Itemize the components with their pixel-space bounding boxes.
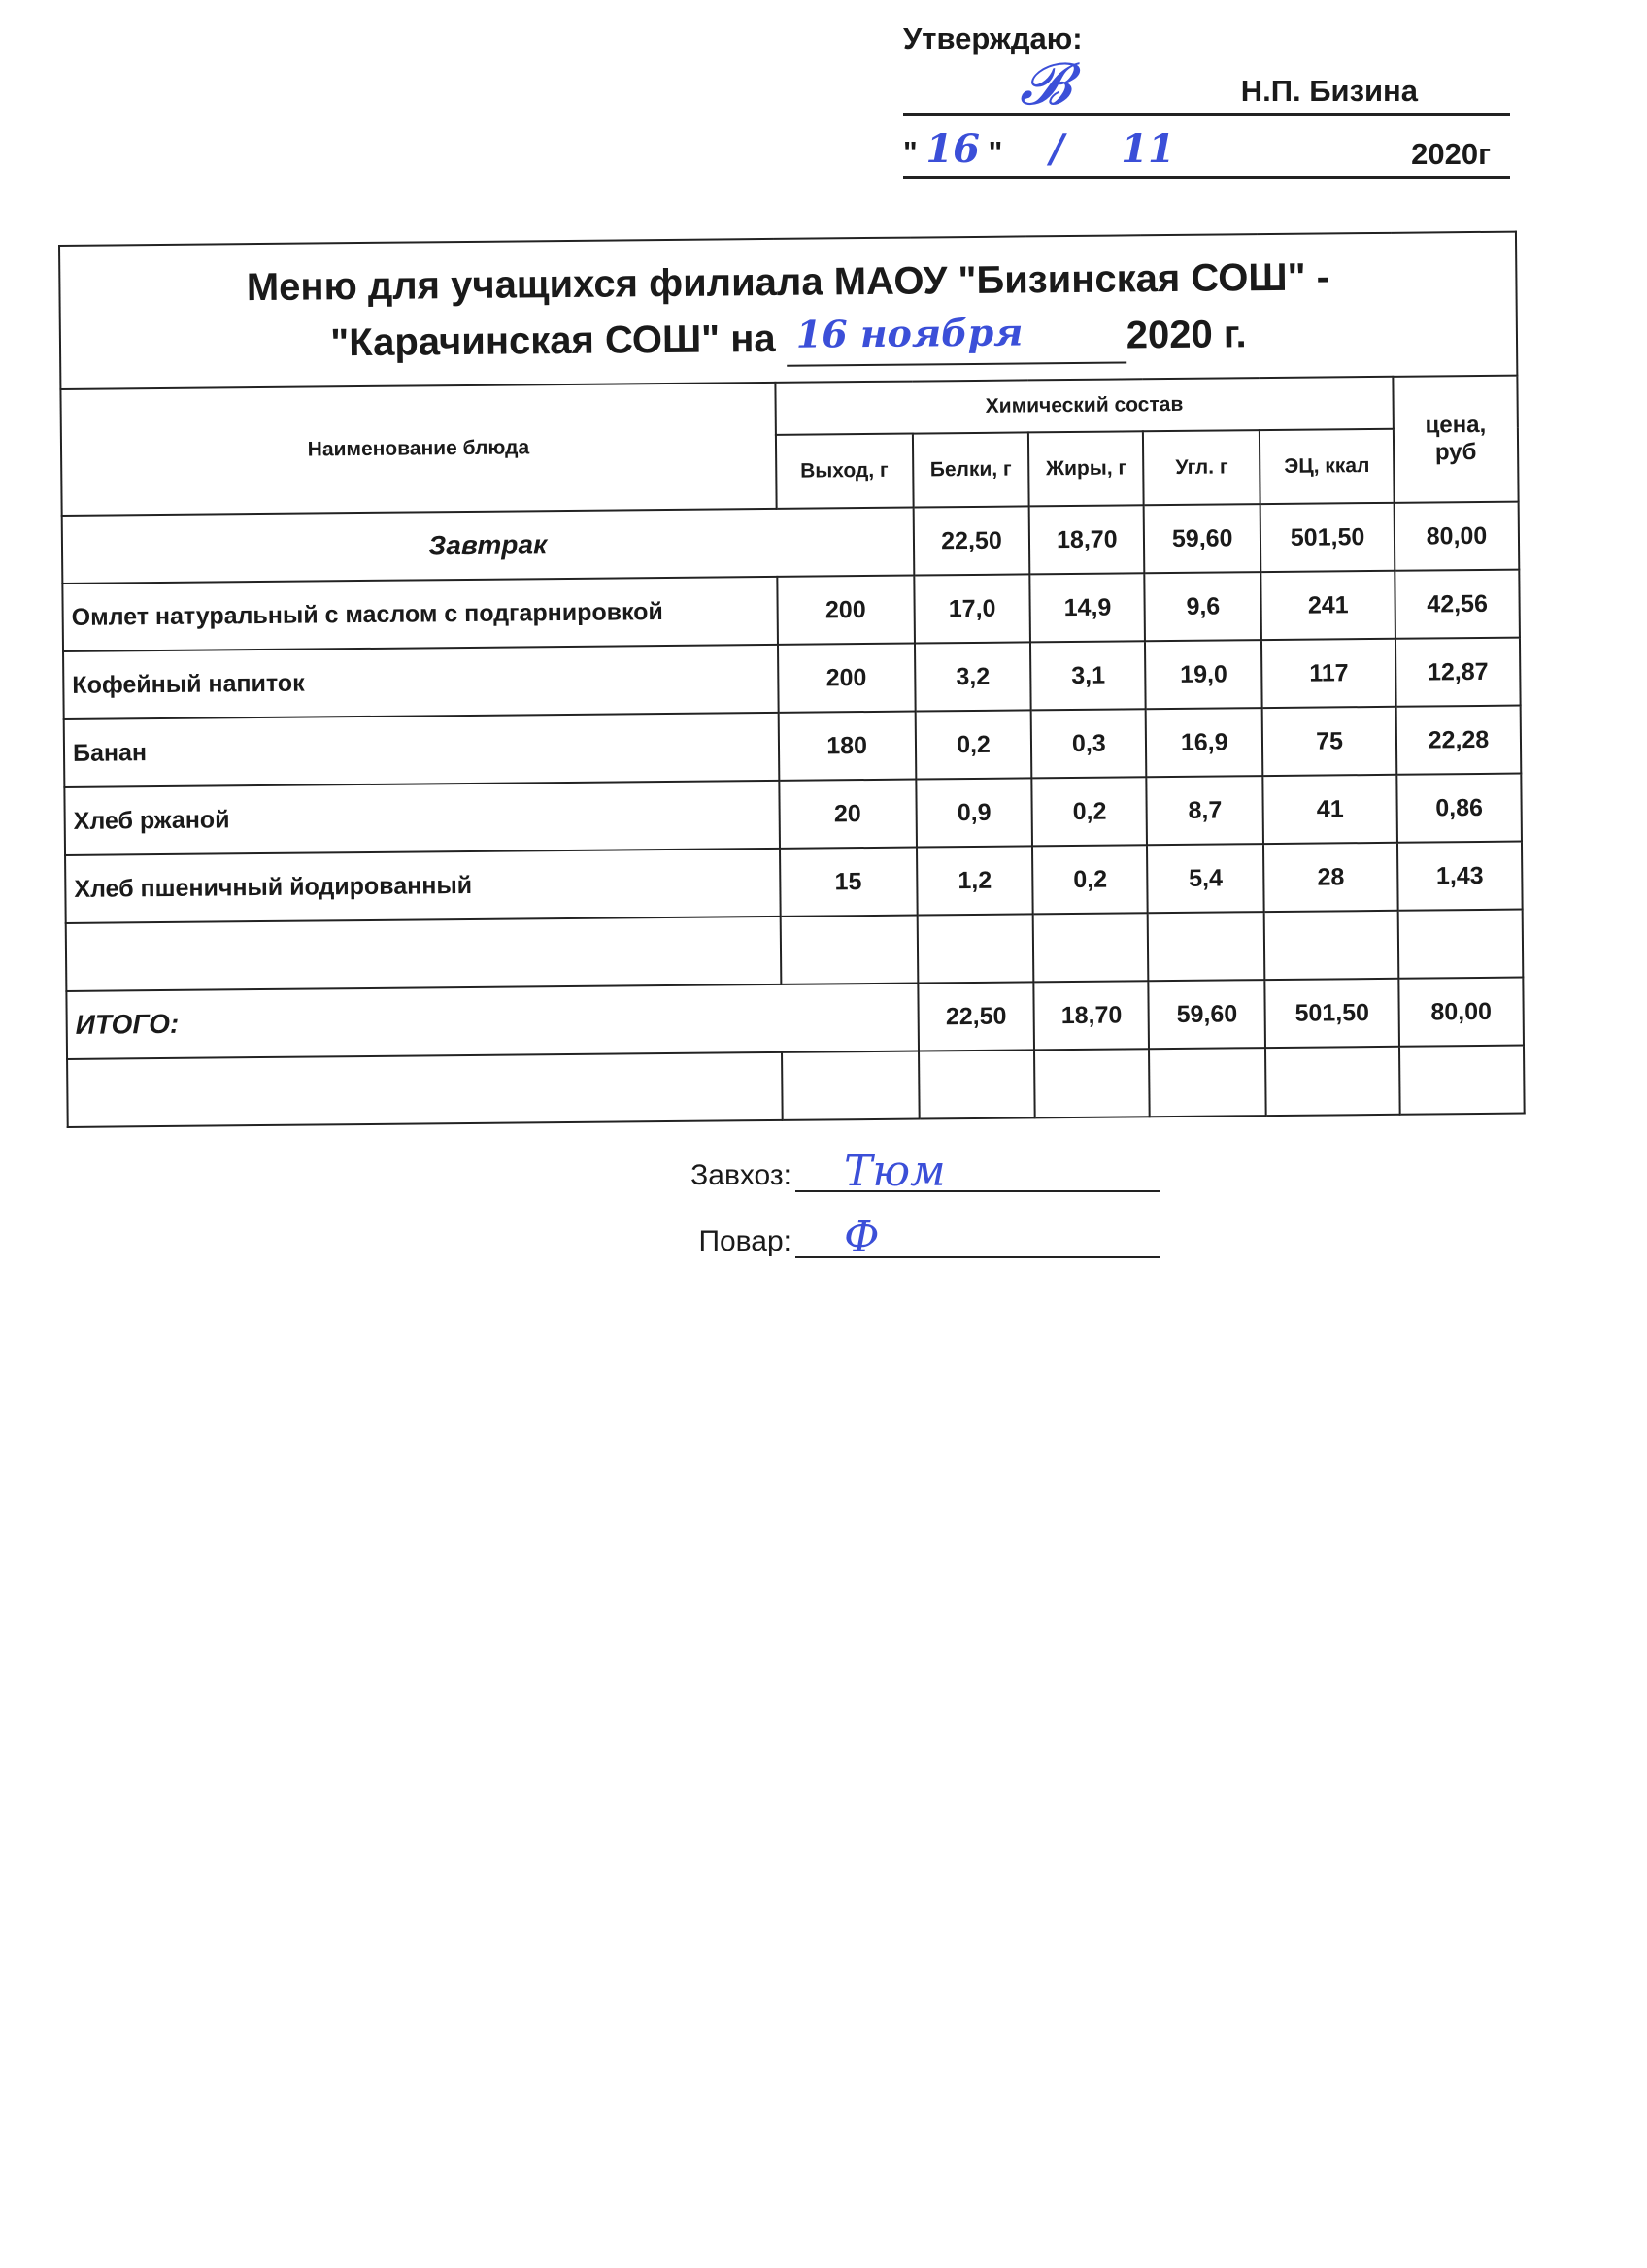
breakfast-label: Завтрак xyxy=(62,508,914,584)
approval-day: 16 xyxy=(925,126,980,172)
cook-signature-line xyxy=(795,1213,1160,1262)
cell: 22,28 xyxy=(1396,706,1522,775)
cell: 14,9 xyxy=(1030,573,1146,642)
approval-year: 2020г xyxy=(1411,137,1491,171)
cell: 15 xyxy=(780,848,918,917)
cell: 80,00 xyxy=(1398,978,1524,1047)
cell: 241 xyxy=(1260,571,1395,640)
approver-name: Н.П. Бизина xyxy=(1240,74,1418,108)
dish-name: Хлеб пшеничный йодированный xyxy=(65,849,780,923)
cell: 0,9 xyxy=(916,778,1033,847)
header-price: цена, руб xyxy=(1393,376,1518,503)
cell: 9,6 xyxy=(1145,572,1262,641)
cell: 59,60 xyxy=(1149,980,1266,1049)
cell: 0,3 xyxy=(1031,709,1147,778)
dish-name: Хлеб ржаной xyxy=(64,781,779,855)
approval-date: " 16 " / 11 xyxy=(903,126,1175,172)
cell: 501,50 xyxy=(1260,503,1395,572)
cell: 18,70 xyxy=(1034,981,1150,1050)
approval-signature: 𝓑 xyxy=(1020,50,1071,118)
dish-name: Банан xyxy=(64,713,779,787)
cell: 59,60 xyxy=(1144,504,1261,573)
cell: 16,9 xyxy=(1146,708,1263,777)
cell: 117 xyxy=(1261,639,1396,708)
cell: 41 xyxy=(1262,775,1397,844)
header-col: Угл. г xyxy=(1143,430,1260,505)
cell: 200 xyxy=(778,644,916,713)
cook-signature: Ф xyxy=(844,1213,880,1262)
header-col: ЭЦ, ккал xyxy=(1260,429,1395,504)
approval-month: 11 xyxy=(1121,126,1175,172)
cell: 17,0 xyxy=(914,574,1031,643)
cook-label: Повар: xyxy=(698,1225,791,1257)
storekeeper-label: Завхоз: xyxy=(690,1159,791,1191)
cell: 1,43 xyxy=(1397,842,1523,911)
storekeeper-signature: Тюм xyxy=(844,1147,946,1196)
approval-name-line xyxy=(903,50,1510,118)
cell: 18,70 xyxy=(1029,505,1145,574)
cell: 22,50 xyxy=(913,506,1030,575)
dish-name: Кофейный напиток xyxy=(63,645,778,719)
cell: 8,7 xyxy=(1147,776,1264,845)
quote: " xyxy=(903,135,918,169)
cell: 28 xyxy=(1263,843,1398,912)
menu-title xyxy=(59,232,1517,389)
cell: 42,56 xyxy=(1395,570,1520,639)
cell: 19,0 xyxy=(1145,640,1262,709)
cell: 3,1 xyxy=(1030,641,1146,710)
cell: 0,2 xyxy=(1032,845,1148,914)
menu-table xyxy=(58,231,1526,1128)
signatures-block xyxy=(670,1126,1160,1262)
cell: 3,2 xyxy=(915,642,1032,711)
cell: 200 xyxy=(777,576,915,645)
header-col: Жиры, г xyxy=(1028,431,1144,506)
cell: 12,87 xyxy=(1395,638,1521,707)
quote: " xyxy=(988,135,1003,169)
cell: 180 xyxy=(778,712,916,781)
menu-document xyxy=(58,231,1526,1128)
cell: 20 xyxy=(779,780,917,849)
date-underline xyxy=(787,310,1126,366)
empty-row xyxy=(67,1046,1525,1127)
dish-name: Омлет натуральный с маслом с подгарнировкой xyxy=(62,577,777,651)
cell: 80,00 xyxy=(1395,502,1520,571)
cell: 5,4 xyxy=(1147,844,1264,913)
title-prefix: "Карачинская СОШ" на xyxy=(330,317,776,365)
cell: 75 xyxy=(1262,707,1397,776)
header-col: Белки, г xyxy=(912,432,1029,507)
title-suffix: 2020 г. xyxy=(1126,313,1247,357)
handwritten-date: 16 ноября xyxy=(795,310,1024,356)
approval-label: Утверждаю: xyxy=(903,21,1083,55)
title-line-1: Меню для учащихся филиала МАОУ "Бизинская СОШ" - xyxy=(246,255,1330,310)
cell: 0,2 xyxy=(915,710,1032,779)
cell: 1,2 xyxy=(917,846,1034,915)
header-dish: Наименование блюда xyxy=(60,383,776,516)
cell: 0,2 xyxy=(1032,777,1148,846)
approval-date-line xyxy=(903,116,1510,179)
cell: 22,50 xyxy=(918,982,1035,1051)
cell: 501,50 xyxy=(1265,979,1400,1048)
total-label: ИТОГО: xyxy=(66,984,918,1059)
header-col: Выход, г xyxy=(776,434,914,509)
approval-block xyxy=(903,21,1510,179)
cell: 0,86 xyxy=(1396,774,1522,843)
header-chem: Химический состав xyxy=(775,377,1394,435)
storekeeper-signature-line xyxy=(795,1147,1160,1196)
